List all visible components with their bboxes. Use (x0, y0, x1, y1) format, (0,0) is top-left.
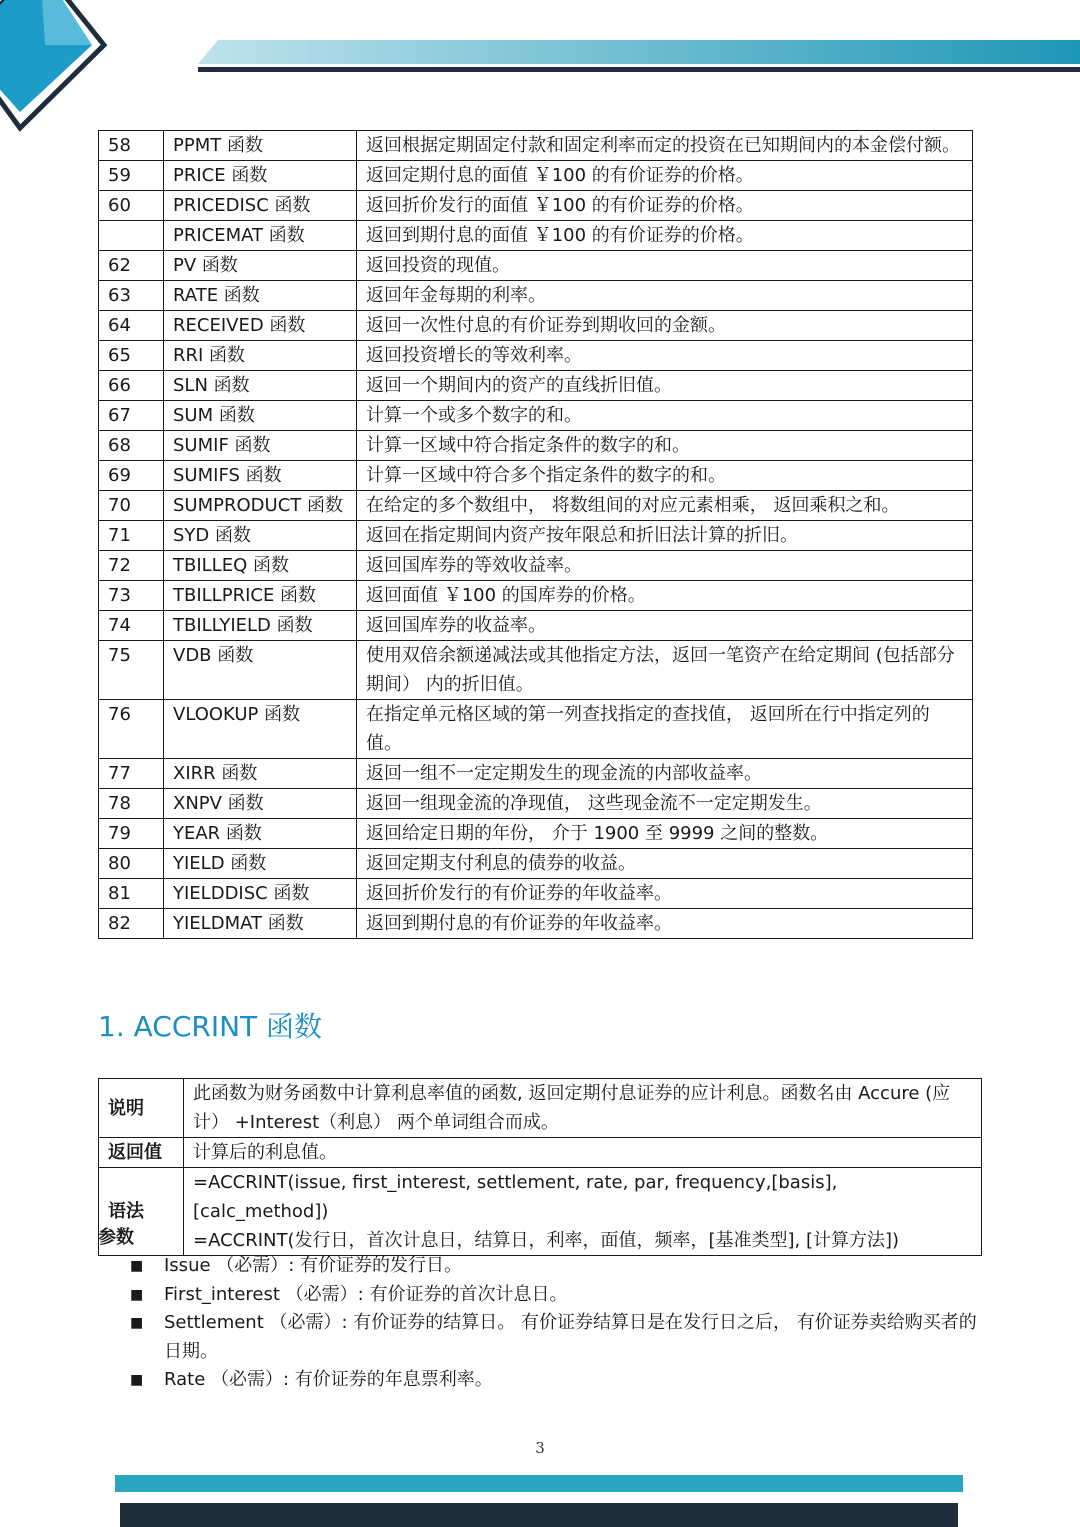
function-row (99, 491, 973, 521)
function-name: PPMT 函数 (164, 131, 357, 161)
syntax-line-chinese: =ACCRINT(发行日，首次计息日，结算日，利率，面值，频率，[基准类型], [计算方法]) (193, 1230, 900, 1251)
function-name: SUMIFS 函数 (164, 461, 357, 491)
function-description: 返回一次性付息的有价证券到期收回的金额。 (357, 311, 973, 341)
header-dark-line (198, 67, 1080, 72)
function-description: 返回投资的现值。 (357, 251, 973, 281)
function-number: 68 (99, 431, 164, 461)
function-row (99, 461, 973, 491)
function-number: 76 (99, 700, 164, 759)
function-number: 63 (99, 281, 164, 311)
page-number: 3 (535, 1439, 545, 1457)
params-label: 参数 (98, 1227, 134, 1248)
function-row (99, 371, 973, 401)
function-number: 72 (99, 551, 164, 581)
function-row (99, 789, 973, 819)
param-item (130, 1281, 985, 1310)
function-description: 返回定期付息的面值 ￥100 的有价证券的价格。 (357, 161, 973, 191)
bullet-icon: ■ (130, 1315, 144, 1331)
params-list (130, 1252, 985, 1395)
footer-dark-bar (120, 1503, 958, 1527)
function-description: 返回一个期间内的资产的直线折旧值。 (357, 371, 973, 401)
function-description: 返回一组不一定定期发生的现金流的内部收益率。 (357, 759, 973, 789)
function-description: 计算一个或多个数字的和。 (357, 401, 973, 431)
function-number: 59 (99, 161, 164, 191)
function-name: RECEIVED 函数 (164, 311, 357, 341)
accrint-info-table (98, 1078, 982, 1256)
function-name: VLOOKUP 函数 (164, 700, 357, 759)
function-number: 65 (99, 341, 164, 371)
description-text: 此函数为财务函数中计算利息率值的函数, 返回定期付息证券的应计利息。函数名由 Accure (应计） +Interest（利息） 两个单词组合而成。 (184, 1079, 982, 1138)
function-row (99, 311, 973, 341)
function-name: TBILLEQ 函数 (164, 551, 357, 581)
function-name: PRICEMAT 函数 (164, 221, 357, 251)
function-name: YEAR 函数 (164, 819, 357, 849)
bullet-icon: ■ (130, 1286, 144, 1303)
function-name: VDB 函数 (164, 641, 357, 700)
function-name: SYD 函数 (164, 521, 357, 551)
param-item (130, 1309, 985, 1366)
function-row (99, 281, 973, 311)
function-number (99, 221, 164, 251)
function-number: 66 (99, 371, 164, 401)
function-row (99, 581, 973, 611)
function-row (99, 401, 973, 431)
function-row (99, 221, 973, 251)
function-name: TBILLPRICE 函数 (164, 581, 357, 611)
section-title: 1. ACCRINT 函数 (98, 1010, 323, 1043)
param-text: Rate （必需）: 有价证券的年息票利率。 (164, 1369, 493, 1390)
logo-diamond-icon (0, 0, 110, 135)
function-description: 使用双倍余额递减法或其他指定方法，返回一笔资产在给定期间 (包括部分期间） 内的折旧值。 (357, 641, 973, 700)
param-item (130, 1252, 985, 1281)
function-row (99, 191, 973, 221)
info-row-syntax (99, 1168, 982, 1256)
return-text: 计算后的利息值。 (184, 1138, 982, 1168)
function-row (99, 251, 973, 281)
function-number: 79 (99, 819, 164, 849)
syntax-text (184, 1168, 982, 1256)
function-row (99, 161, 973, 191)
function-description: 返回折价发行的有价证券的年收益率。 (357, 879, 973, 909)
function-description: 返回定期支付利息的债券的收益。 (357, 849, 973, 879)
function-description: 返回面值 ￥100 的国库券的价格。 (357, 581, 973, 611)
function-number: 67 (99, 401, 164, 431)
function-name: RRI 函数 (164, 341, 357, 371)
function-name: YIELD 函数 (164, 849, 357, 879)
function-description: 在指定单元格区域的第一列查找指定的查找值， 返回所在行中指定列的值。 (357, 700, 973, 759)
function-number: 60 (99, 191, 164, 221)
function-number: 70 (99, 491, 164, 521)
function-table (98, 130, 973, 939)
function-number: 71 (99, 521, 164, 551)
function-name: XIRR 函数 (164, 759, 357, 789)
info-row-return (99, 1138, 982, 1168)
bullet-icon: ■ (130, 1258, 144, 1274)
function-number: 75 (99, 641, 164, 700)
function-description: 返回到期付息的面值 ￥100 的有价证券的价格。 (357, 221, 973, 251)
function-table-body (99, 131, 973, 939)
return-label: 返回值 (99, 1138, 184, 1168)
function-description: 返回到期付息的有价证券的年收益率。 (357, 909, 973, 939)
function-number: 78 (99, 789, 164, 819)
function-description: 计算一区域中符合指定条件的数字的和。 (357, 431, 973, 461)
function-number: 69 (99, 461, 164, 491)
function-number: 64 (99, 311, 164, 341)
syntax-line-english: =ACCRINT(issue, first_interest, settlement, rate, par, frequency,[basis], [calc_method]) (193, 1172, 838, 1222)
function-description: 返回折价发行的面值 ￥100 的有价证券的价格。 (357, 191, 973, 221)
function-row (99, 759, 973, 789)
function-name: YIELDDISC 函数 (164, 879, 357, 909)
function-name: SUMPRODUCT 函数 (164, 491, 357, 521)
function-row (99, 641, 973, 700)
function-row (99, 521, 973, 551)
function-number: 58 (99, 131, 164, 161)
function-description: 返回在指定期间内资产按年限总和折旧法计算的折旧。 (357, 521, 973, 551)
function-name: PRICEDISC 函数 (164, 191, 357, 221)
syntax-label: 语法 (99, 1168, 184, 1256)
function-name: PV 函数 (164, 251, 357, 281)
function-name: RATE 函数 (164, 281, 357, 311)
function-description: 返回国库券的等效收益率。 (357, 551, 973, 581)
param-text: First_interest （必需）: 有价证券的首次计息日。 (164, 1283, 568, 1305)
function-row (99, 909, 973, 939)
function-number: 74 (99, 611, 164, 641)
function-row (99, 700, 973, 759)
footer-teal-bar (115, 1475, 963, 1492)
function-row (99, 849, 973, 879)
function-description: 返回根据定期固定付款和固定利率而定的投资在已知期间内的本金偿付额。 (357, 131, 973, 161)
function-description: 返回一组现金流的净现值， 这些现金流不一定定期发生。 (357, 789, 973, 819)
function-row (99, 879, 973, 909)
function-number: 62 (99, 251, 164, 281)
function-row (99, 131, 973, 161)
function-name: XNPV 函数 (164, 789, 357, 819)
function-number: 81 (99, 879, 164, 909)
function-row (99, 819, 973, 849)
function-name: SUM 函数 (164, 401, 357, 431)
info-row-description (99, 1079, 982, 1138)
function-description: 计算一区域中符合多个指定条件的数字的和。 (357, 461, 973, 491)
function-name: YIELDMAT 函数 (164, 909, 357, 939)
function-number: 82 (99, 909, 164, 939)
function-number: 73 (99, 581, 164, 611)
function-description: 返回年金每期的利率。 (357, 281, 973, 311)
function-row (99, 431, 973, 461)
description-label: 说明 (99, 1079, 184, 1138)
function-name: TBILLYIELD 函数 (164, 611, 357, 641)
function-description: 返回国库券的收益率。 (357, 611, 973, 641)
function-description: 返回投资增长的等效利率。 (357, 341, 973, 371)
function-description: 返回给定日期的年份， 介于 1900 至 9999 之间的整数。 (357, 819, 973, 849)
bullet-icon: ■ (130, 1372, 144, 1388)
function-row (99, 611, 973, 641)
param-text: Issue （必需）: 有价证券的发行日。 (164, 1255, 463, 1276)
function-row (99, 551, 973, 581)
function-description: 在给定的多个数组中， 将数组间的对应元素相乘， 返回乘积之和。 (357, 491, 973, 521)
function-name: SUMIF 函数 (164, 431, 357, 461)
param-text: Settlement （必需）: 有价证券的结算日。 有价证券结算日是在发行日之后， 有价证券卖给购买者的日期。 (164, 1312, 977, 1362)
function-name: PRICE 函数 (164, 161, 357, 191)
function-row (99, 341, 973, 371)
function-number: 77 (99, 759, 164, 789)
param-item (130, 1366, 985, 1395)
function-number: 80 (99, 849, 164, 879)
header-teal-bar (198, 40, 1080, 64)
function-name: SLN 函数 (164, 371, 357, 401)
